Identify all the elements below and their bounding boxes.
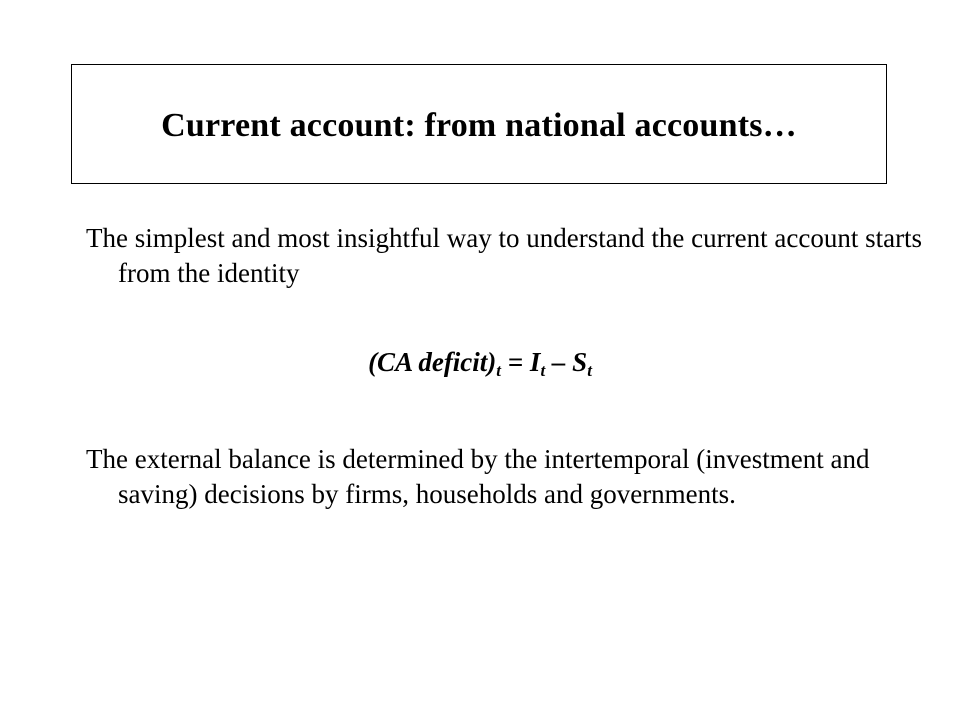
formula-investment-subscript: t: [540, 361, 546, 380]
formula-lhs: (CA deficit): [368, 347, 497, 377]
formula-saving: S: [572, 347, 588, 377]
formula-saving-subscript: t: [587, 361, 592, 380]
title-box: [71, 64, 887, 184]
formula-lhs-subscript: t: [496, 361, 502, 380]
conclusion-paragraph: The external balance is determined by the intertemporal (investment and saving) decisions by firms, households and governments.: [86, 444, 870, 509]
formula-equals: =: [501, 347, 530, 377]
identity-formula: [0, 347, 960, 378]
formula-minus: –: [545, 347, 573, 377]
formula-investment: I: [529, 347, 541, 377]
slide-title: Current account: from national accounts…: [161, 107, 797, 144]
intro-paragraph: The simplest and most insightful way to understand the current account starts from the identity: [86, 223, 923, 288]
